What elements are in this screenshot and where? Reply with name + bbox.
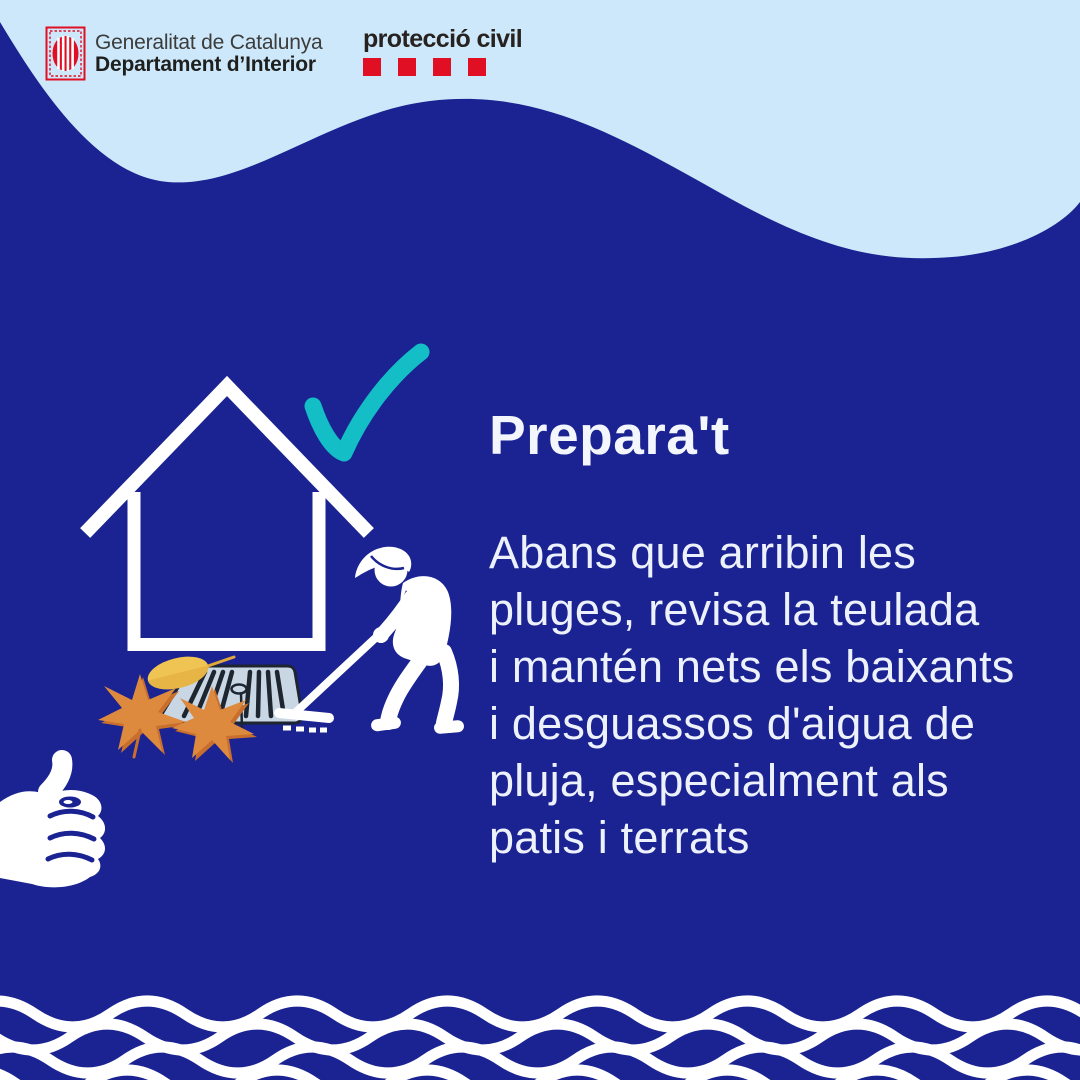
brand-line2: Departament d’Interior — [95, 52, 316, 76]
header — [0, 0, 1080, 110]
check-icon — [313, 352, 421, 453]
proteccio-civil-label: protecció civil — [363, 25, 523, 53]
bottom-waves-pattern — [0, 1001, 1080, 1080]
red-square-icon — [433, 58, 451, 76]
brand-line1: Generalitat de Catalunya — [95, 30, 323, 54]
page-title: Prepara't — [489, 404, 730, 466]
generalitat-shield-icon — [45, 26, 86, 81]
thumbs-up-icon — [0, 760, 105, 887]
red-squares-row — [363, 58, 522, 76]
body-text: Abans que arribin les pluges, revisa la teulada i mantén nets els baixants i desguassos d'aigua de pluja, especialment als patis i terrats — [489, 527, 1015, 863]
proteccio-civil-logo — [363, 26, 522, 76]
generalitat-logo — [45, 26, 323, 81]
red-square-icon — [398, 58, 416, 76]
red-square-icon — [468, 58, 486, 76]
red-square-icon — [363, 58, 381, 76]
